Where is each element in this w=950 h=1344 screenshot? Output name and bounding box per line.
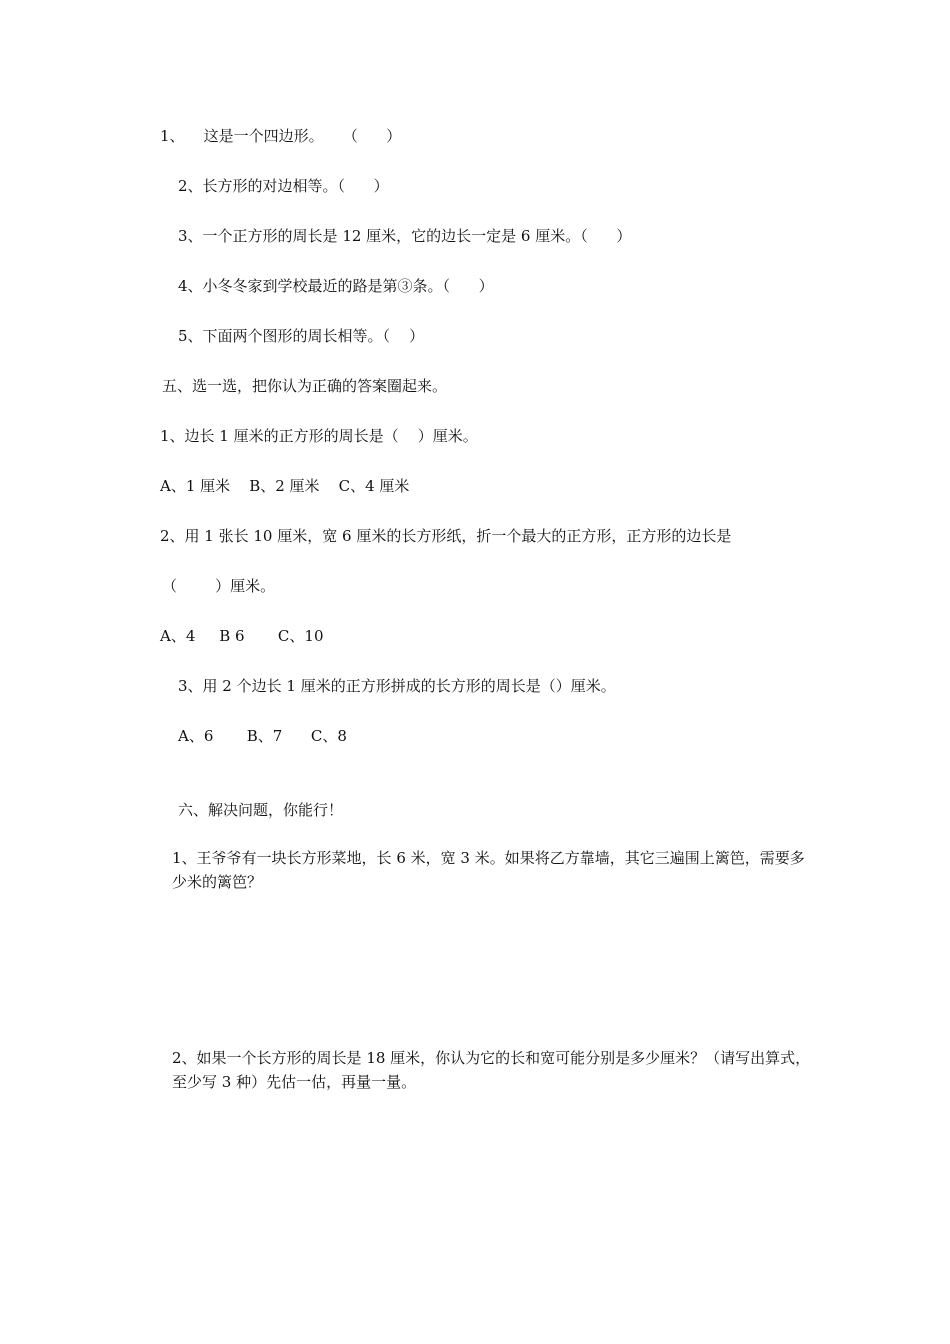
judge-item-4: 4、小冬冬家到学校最近的路是第③条。（ ） — [178, 277, 494, 295]
judge-item-2: 2、长方形的对边相等。（ ） — [178, 177, 389, 195]
section-5-heading: 五、选一选，把你认为正确的答案圈起来。 — [162, 377, 448, 395]
question-5-2-options: A、4 B 6 C、10 — [160, 627, 324, 645]
question-5-2: 2、用 1 张长 10 厘米，宽 6 厘米的长方形纸，折一个最大的正方形，正方形的边长是 — [160, 527, 732, 545]
section-6-heading: 六、解决问题，你能行！ — [178, 801, 344, 819]
question-5-2-continuation: （ ）厘米。 — [162, 577, 276, 595]
question-5-1: 1、边长 1 厘米的正方形的周长是（ ）厘米。 — [160, 427, 478, 445]
judge-item-1: 1、 这是一个四边形。 （ ） — [160, 127, 402, 145]
judge-item-3: 3、一个正方形的周长是 12 厘米，它的边长一定是 6 厘米。（ ） — [178, 227, 632, 245]
question-5-1-options: A、1 厘米 B、2 厘米 C、4 厘米 — [160, 477, 410, 495]
judge-item-5: 5、下面两个图形的周长相等。（ ） — [178, 327, 425, 345]
question-5-3: 3、用 2 个边长 1 厘米的正方形拼成的长方形的周长是（）厘米。 — [178, 677, 616, 695]
question-5-3-options: A、6 B、7 C、8 — [178, 727, 347, 745]
problem-6-2: 2、如果一个长方形的周长是 18 厘米，你认为它的长和宽可能分别是多少厘米？（请写出算式，至少写 3 种）先估一估，再量一量。 — [172, 1049, 811, 1091]
problem-6-1: 1、王爷爷有一块长方形菜地，长 6 米，宽 3 米。如果将乙方靠墙，其它三遍围上篱笆，需要多少米的篱笆？ — [172, 849, 805, 891]
